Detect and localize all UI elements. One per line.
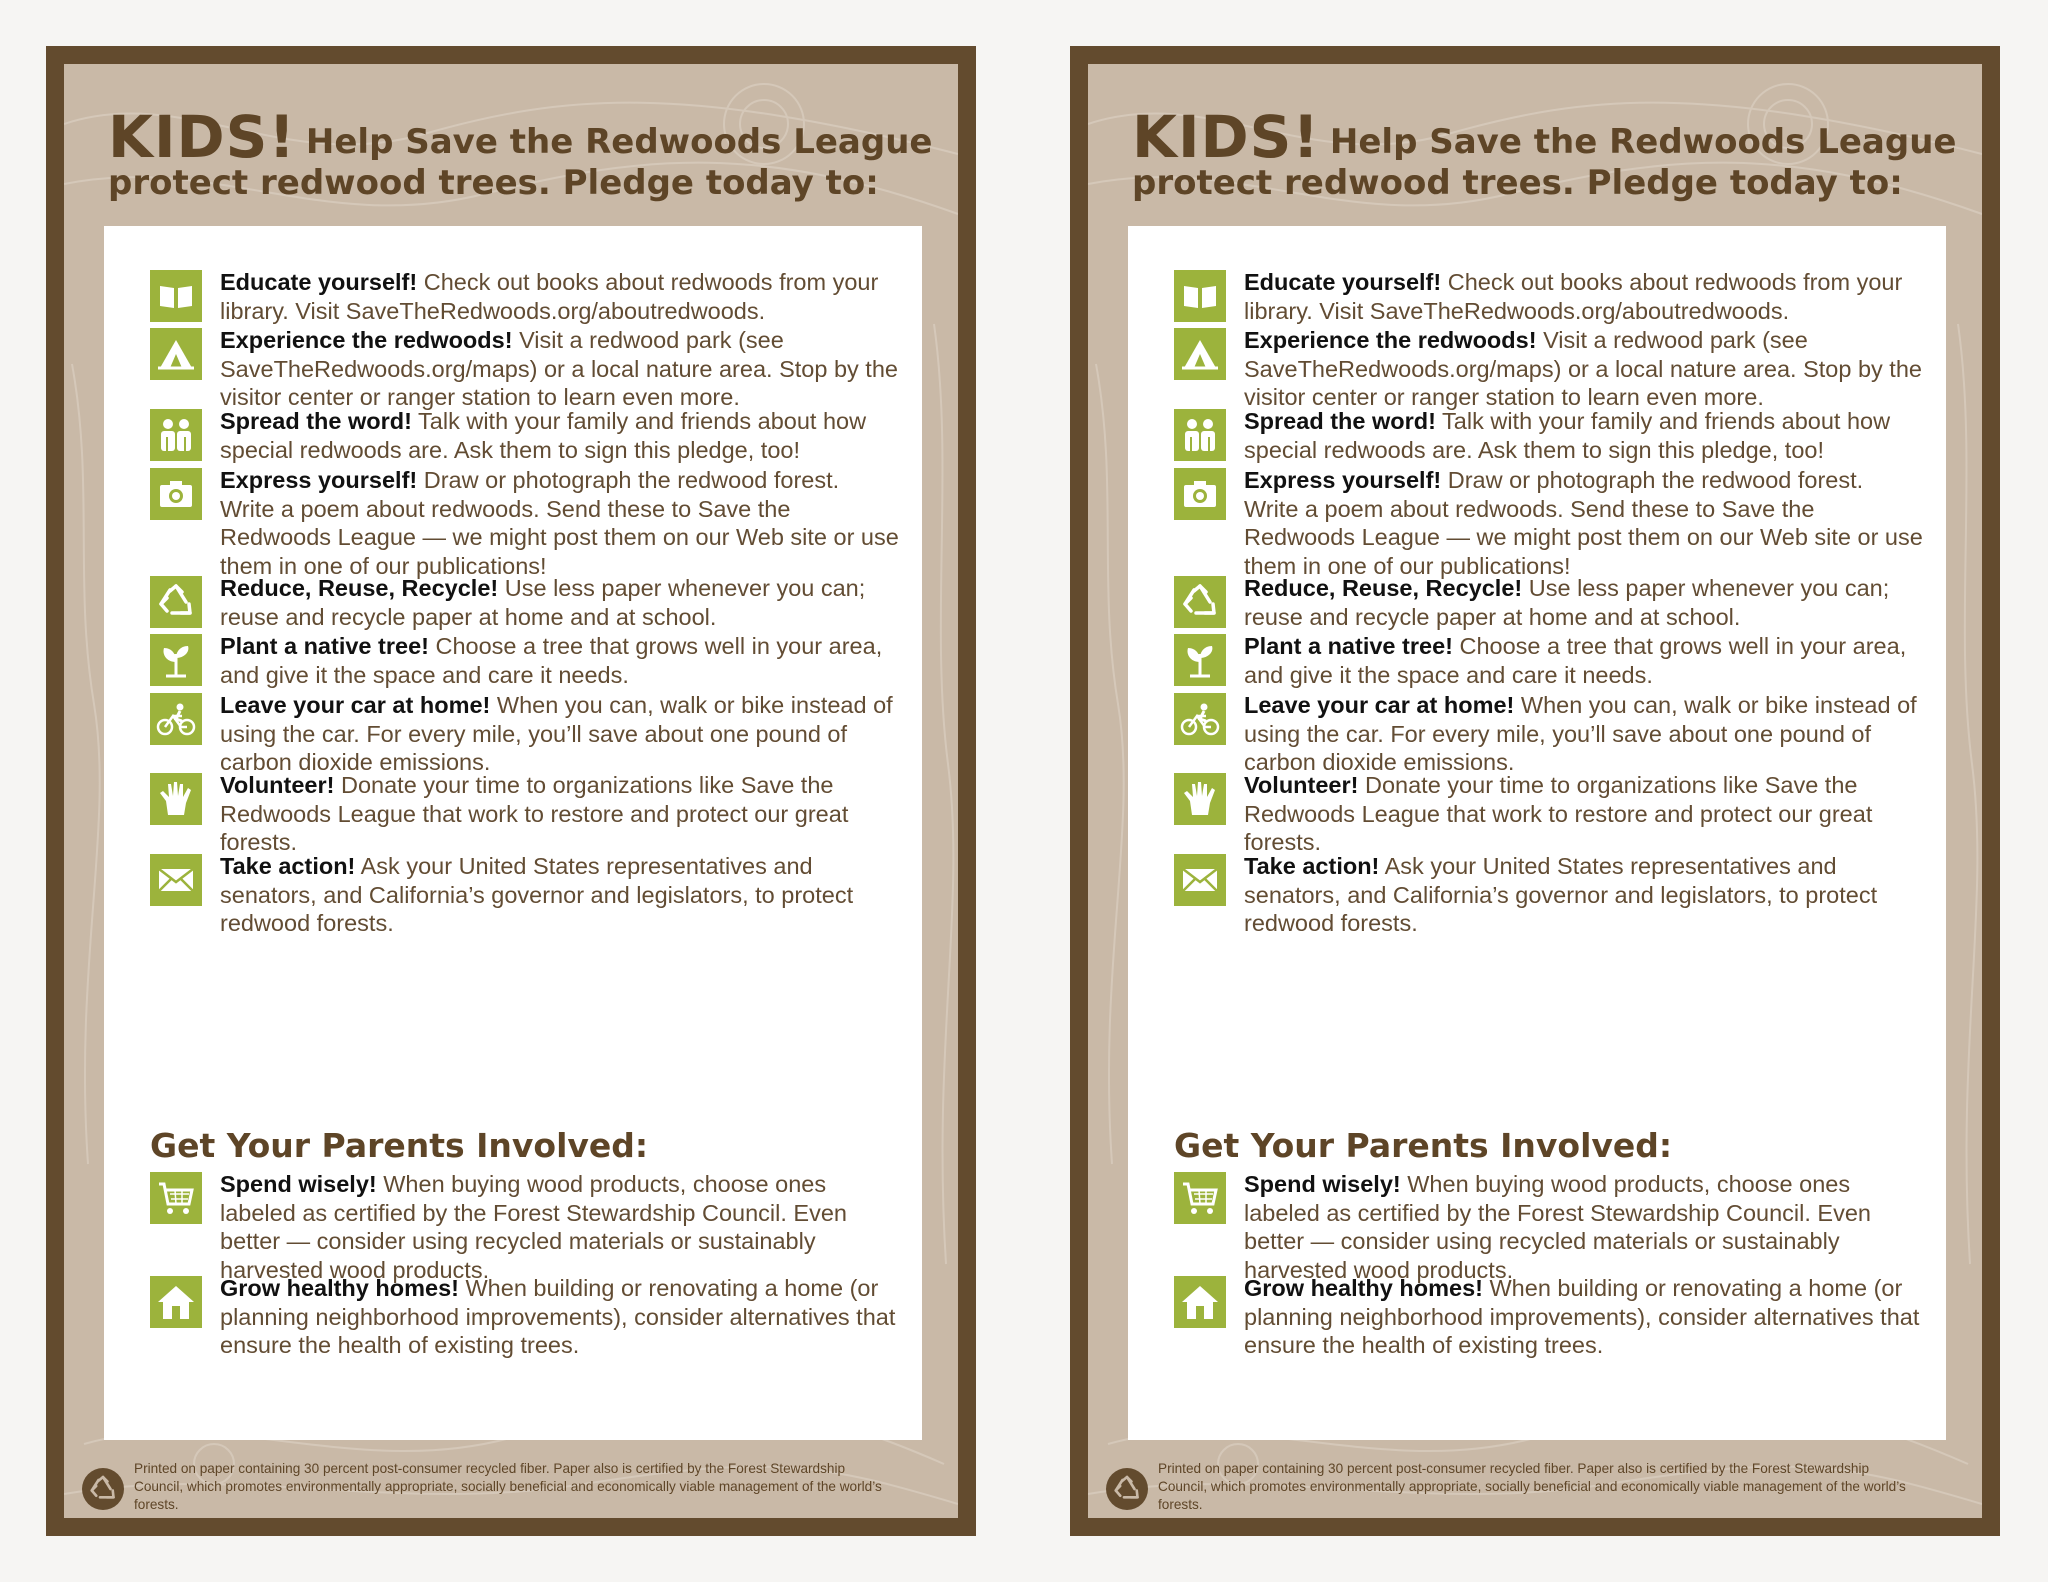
border-dashes-left [50, 64, 60, 1518]
bicycle-icon [150, 693, 202, 745]
envelope-icon [150, 854, 202, 906]
pledge-title: Spend wisely! [1244, 1171, 1401, 1197]
pledge-body: When you can, walk or bike instead of using the car. For every mile, you’ll save about one pound of carbon dioxide emissions. [1244, 692, 1917, 775]
heading-kids: KIDS! [108, 103, 296, 171]
pledge-title: Reduce, Reuse, Recycle! [220, 575, 499, 601]
pledge-card [46, 46, 976, 1536]
pledge-title: Volunteer! [220, 772, 335, 798]
border-dashes-left [1074, 64, 1084, 1518]
pledge-text [220, 852, 900, 938]
pledge-body: Talk with your family and friends about how special redwoods are. Ask them to sign this pledge, too! [1244, 408, 1891, 463]
cart-icon [150, 1172, 202, 1224]
card-heading [1132, 103, 1972, 203]
pledge-text [220, 268, 900, 325]
pledge-body: Talk with your family and friends about how special redwoods are. Ask them to sign this pledge, too! [220, 408, 867, 463]
pledge-text [1244, 407, 1924, 464]
pledge-body: Draw or photograph the redwood forest. Write a poem about redwoods. Send these to Save the Redwoods League — we might post them on our Web site or use them in one of our publications! [1244, 467, 1923, 579]
pledge-text [1244, 268, 1924, 325]
pledge-text [1244, 632, 1924, 689]
pledge-title: Plant a native tree! [1244, 633, 1453, 659]
pledge-body: Visit a redwood park (see SaveTheRedwoods.org/maps) or a local nature area. Stop by the visitor center or ranger station to learn even more. [1244, 327, 1922, 410]
bicycle-icon [1174, 693, 1226, 745]
pledge-body: When building or renovating a home (or planning neighborhood improvements), consider alternatives that ensure the health of existing trees. [220, 1275, 896, 1358]
recycle-icon [150, 576, 202, 628]
pledge-title: Educate yourself! [1244, 269, 1442, 295]
pledge-title: Spend wisely! [220, 1171, 377, 1197]
hand-icon [1174, 773, 1226, 825]
recycle-logo-icon [82, 1468, 124, 1510]
heading-kids: KIDS! [1132, 103, 1320, 171]
pledge-text [1244, 852, 1924, 938]
pledge-title: Leave your car at home! [220, 692, 491, 718]
pledge-text [220, 691, 900, 777]
pledge-body: Ask your United States representatives and senators, and California’s governor and legislators, to protect redwood forests. [220, 853, 854, 936]
hand-icon [150, 773, 202, 825]
pledge-text [1244, 1274, 1924, 1360]
pledge-text [220, 1170, 900, 1284]
house-icon [150, 1276, 202, 1328]
pledge-body: Choose a tree that grows well in your area, and give it the space and care it needs. [1244, 633, 1907, 688]
card-footer [1088, 1458, 1982, 1518]
pledge-body: Visit a redwood park (see SaveTheRedwoods.org/maps) or a local nature area. Stop by the visitor center or ranger station to learn even more. [220, 327, 898, 410]
heading-line1: Help Save the Redwoods League [305, 122, 933, 162]
border-dashes-top [64, 50, 958, 60]
pledge-body: Draw or photograph the redwood forest. Write a poem about redwoods. Send these to Save the Redwoods League — we might post them on our Web site or use them in one of our publications! [220, 467, 899, 579]
pledge-panel [104, 226, 922, 1440]
pledge-text [220, 1274, 900, 1360]
house-icon [1174, 1276, 1226, 1328]
parents-heading: Get Your Parents Involved: [150, 1126, 649, 1165]
parents-heading: Get Your Parents Involved: [1174, 1126, 1673, 1165]
pledge-title: Reduce, Reuse, Recycle! [1244, 575, 1523, 601]
pledge-title: Experience the redwoods! [1244, 327, 1537, 353]
book-icon [1174, 270, 1226, 322]
people-icon [1174, 409, 1226, 461]
pledge-text [220, 632, 900, 689]
cart-icon [1174, 1172, 1226, 1224]
pledge-body: Choose a tree that grows well in your area, and give it the space and care it needs. [220, 633, 883, 688]
pledge-text [220, 326, 900, 412]
pledge-body: Ask your United States representatives and senators, and California’s governor and legislators, to protect redwood forests. [1244, 853, 1878, 936]
pledge-body: When buying wood products, choose ones labeled as certified by the Forest Stewardship Council. Even better — consider using recycled materials or sustainably harvested wood products. [1244, 1171, 1871, 1283]
tent-icon [150, 328, 202, 380]
border-dashes-top [1088, 50, 1982, 60]
pledge-title: Take action! [220, 853, 356, 879]
pledge-card [1070, 46, 2000, 1536]
pledge-text [220, 771, 900, 857]
pledge-title: Experience the redwoods! [220, 327, 513, 353]
border-dashes-right [962, 64, 972, 1518]
footer-note: Printed on paper containing 30 percent post-consumer recycled fiber. Paper also is certified by the Forest Stewardship Council, which promotes environmentally appropriate, socially beneficial and economically viable management of the world’s forests. [1158, 1461, 1906, 1512]
seedling-icon [150, 634, 202, 686]
pledge-body: When building or renovating a home (or planning neighborhood improvements), consider alternatives that ensure the health of existing trees. [1244, 1275, 1920, 1358]
pledge-text [220, 466, 900, 580]
pledge-text [220, 574, 900, 631]
camera-icon [150, 468, 202, 520]
border-dashes-bottom [64, 1522, 958, 1532]
pledge-body: Donate your time to organizations like Save the Redwoods League that work to restore and protect our great forests. [1244, 772, 1873, 855]
recycle-logo-icon [1106, 1468, 1148, 1510]
pledge-body: When buying wood products, choose ones labeled as certified by the Forest Stewardship Council. Even better — consider using recycled materials or sustainably harvested wood products. [220, 1171, 847, 1283]
pledge-body: Check out books about redwoods from your library. Visit SaveTheRedwoods.org/aboutredwoods. [220, 269, 879, 324]
pledge-title: Grow healthy homes! [1244, 1275, 1483, 1301]
book-icon [150, 270, 202, 322]
pledge-body: Use less paper whenever you can; reuse and recycle paper at home and at school. [1244, 575, 1890, 630]
envelope-icon [1174, 854, 1226, 906]
pledge-title: Volunteer! [1244, 772, 1359, 798]
pledge-text [1244, 771, 1924, 857]
pledge-title: Spread the word! [220, 408, 412, 434]
pledge-title: Grow healthy homes! [220, 1275, 459, 1301]
pledge-panel [1128, 226, 1946, 1440]
pledge-body: When you can, walk or bike instead of using the car. For every mile, you’ll save about one pound of carbon dioxide emissions. [220, 692, 893, 775]
people-icon [150, 409, 202, 461]
pledge-body: Check out books about redwoods from your library. Visit SaveTheRedwoods.org/aboutredwoods. [1244, 269, 1903, 324]
border-dashes-bottom [1088, 1522, 1982, 1532]
pledge-text [1244, 326, 1924, 412]
pledge-title: Express yourself! [1244, 467, 1442, 493]
pledge-title: Leave your car at home! [1244, 692, 1515, 718]
pledge-title: Express yourself! [220, 467, 418, 493]
heading-line1: Help Save the Redwoods League [1329, 122, 1957, 162]
pledge-title: Spread the word! [1244, 408, 1436, 434]
pledge-body: Use less paper whenever you can; reuse and recycle paper at home and at school. [220, 575, 866, 630]
pledge-text [1244, 466, 1924, 580]
pledge-text [1244, 574, 1924, 631]
pledge-text [1244, 1170, 1924, 1284]
tent-icon [1174, 328, 1226, 380]
heading-line2: protect redwood trees. Pledge today to: [108, 163, 879, 203]
camera-icon [1174, 468, 1226, 520]
pledge-title: Educate yourself! [220, 269, 418, 295]
pledge-text [1244, 691, 1924, 777]
border-dashes-right [1986, 64, 1996, 1518]
pledge-body: Donate your time to organizations like Save the Redwoods League that work to restore and protect our great forests. [220, 772, 849, 855]
card-footer [64, 1458, 958, 1518]
recycle-icon [1174, 576, 1226, 628]
pledge-title: Take action! [1244, 853, 1380, 879]
heading-line2: protect redwood trees. Pledge today to: [1132, 163, 1903, 203]
pledge-text [220, 407, 900, 464]
card-heading [108, 103, 948, 203]
footer-note: Printed on paper containing 30 percent post-consumer recycled fiber. Paper also is certified by the Forest Stewardship Council, which promotes environmentally appropriate, socially beneficial and economically viable management of the world’s forests. [134, 1461, 882, 1512]
pledge-title: Plant a native tree! [220, 633, 429, 659]
seedling-icon [1174, 634, 1226, 686]
